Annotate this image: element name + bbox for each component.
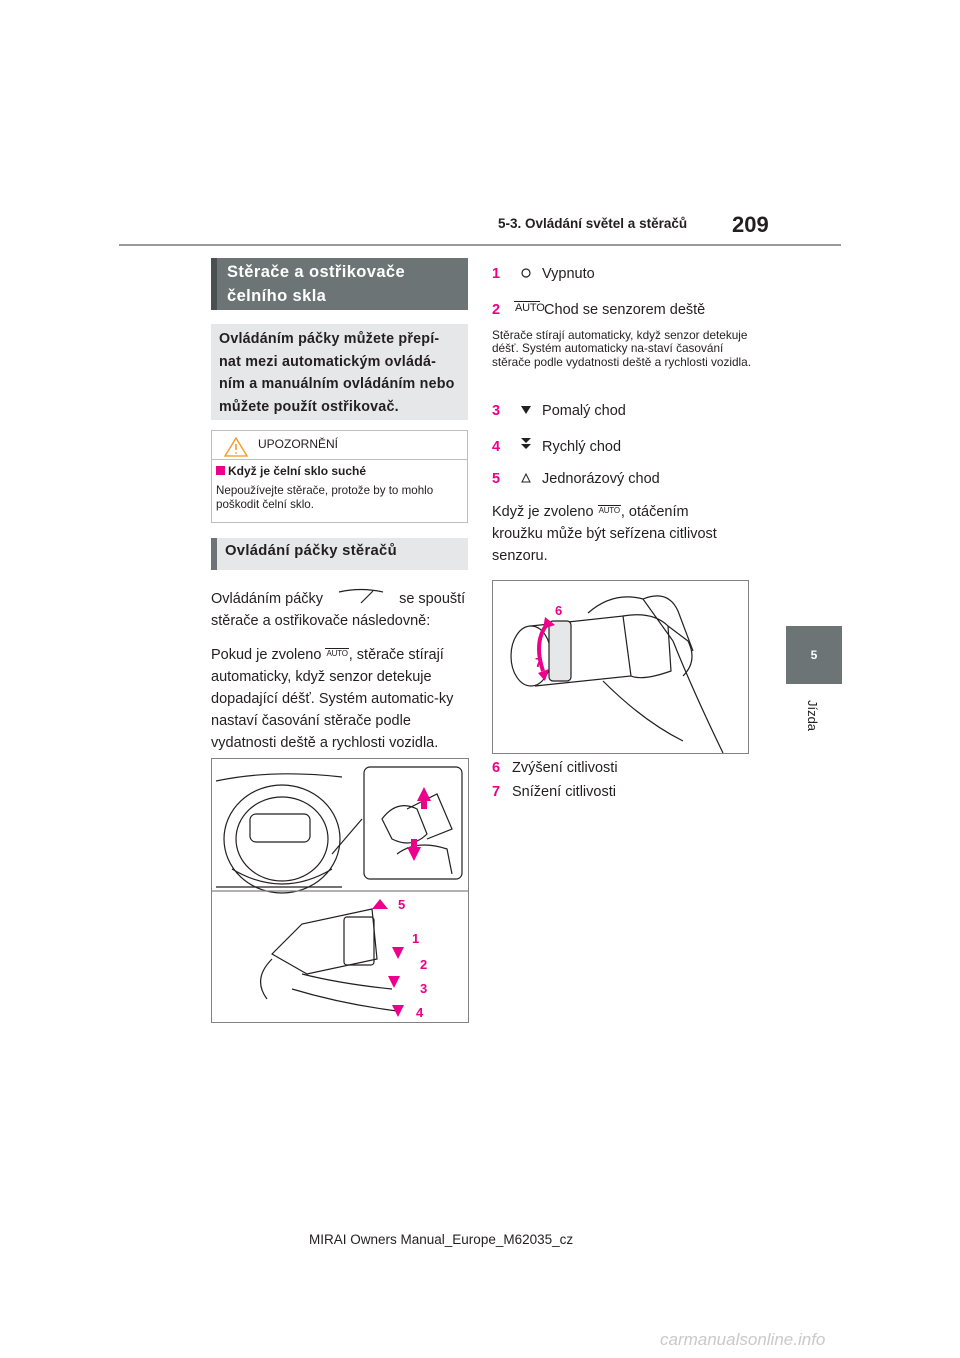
warning-text: Nepoužívejte stěrače, protože by to mohlo poškodit čelní sklo. — [216, 484, 434, 511]
chapter-label: Jízda — [805, 699, 821, 731]
list-item: 1 Vypnuto — [492, 266, 595, 282]
warning-header — [212, 431, 467, 460]
page-number: 209 — [732, 212, 769, 237]
auto-symbol-icon: AUTO — [515, 302, 545, 314]
auto-symbol-icon: AUTO — [326, 649, 348, 658]
warning-subtitle: Když je čelní sklo suché — [216, 464, 366, 478]
wiper-symbol-icon — [333, 587, 389, 605]
list-item: 6 Zvýšení citlivosti — [492, 760, 618, 776]
intro-box: Ovládáním páčky můžete přepí-nat mezi automatickým ovládá-ním a manuálním ovládáním nebo můžete použít ostřikovač. — [211, 324, 468, 420]
section-title: Stěrače a ostřikovače čelního skla — [211, 258, 468, 310]
chapter-tab[interactable] — [786, 626, 842, 684]
lever-illustration — [212, 759, 468, 1022]
list-item: 7 Snížení citlivosti — [492, 784, 616, 800]
fig-label-3: 3 — [420, 981, 428, 996]
list-item: 3 Pomalý chod — [492, 403, 626, 419]
fig-label-6: 6 — [555, 603, 563, 618]
chapter-number: 5 — [810, 648, 818, 662]
square-bullet-icon — [216, 466, 225, 475]
paragraph-lever: Ovládáním páčky se spouští stěrače a ostřikovače následovně: — [211, 587, 469, 632]
item2-note: Stěrače stírají automaticky, když senzor detekuje déšť. Systém automaticky na-staví časování stěrače podle vydatnosti deště a rychlosti vozidla. — [492, 328, 752, 369]
fig-label-1: 1 — [412, 931, 420, 946]
list-item: 4 Rychlý chod — [492, 439, 622, 455]
paragraph-auto: Pokud je zvoleno $^{AUTO}$, stěrače stírají automaticky, když senzor detekuje dopadající déšť. Systém automatic-ky nastaví časování stěrače podle vydatnosti deště a rychlosti vozidla. — [211, 647, 454, 751]
list-item: 2 AUTO Chod se senzorem deště — [492, 302, 706, 318]
ring-illustration — [493, 581, 748, 753]
warning-triangle-icon — [224, 437, 248, 457]
warning-box — [211, 430, 468, 523]
off-symbol-icon — [514, 268, 538, 281]
subheading: Ovládání páčky stěračů — [211, 538, 468, 570]
footer-text: MIRAI Owners Manual_Europe_M62035_cz — [309, 1232, 574, 1247]
fig-label-4: 4 — [416, 1005, 424, 1020]
paragraph-sensitivity: Když je zvoleno $^{AUTO}$, otáčením kroužku může být seřízena citlivost senzoru. — [492, 504, 717, 564]
fig-label-2: 2 — [420, 957, 428, 972]
header-section-title: 5-3. Ovládání světel a stěračů — [498, 216, 688, 231]
watermark: carmanualsonline.info — [660, 1330, 826, 1349]
fig-label-5: 5 — [398, 897, 406, 912]
warning-title: UPOZORNĚNÍ — [258, 437, 339, 451]
figure-wiper-lever — [211, 758, 469, 1023]
figure-sensitivity-ring — [492, 580, 749, 754]
fig-label-7: 7 — [535, 655, 543, 670]
up-triangle-icon — [514, 473, 538, 486]
double-down-arrow-icon — [514, 437, 538, 454]
single-down-arrow-icon — [514, 405, 538, 418]
header-rule — [119, 244, 841, 246]
auto-symbol-icon: AUTO — [598, 506, 620, 515]
list-item: 5 Jednorázový chod — [492, 471, 660, 487]
